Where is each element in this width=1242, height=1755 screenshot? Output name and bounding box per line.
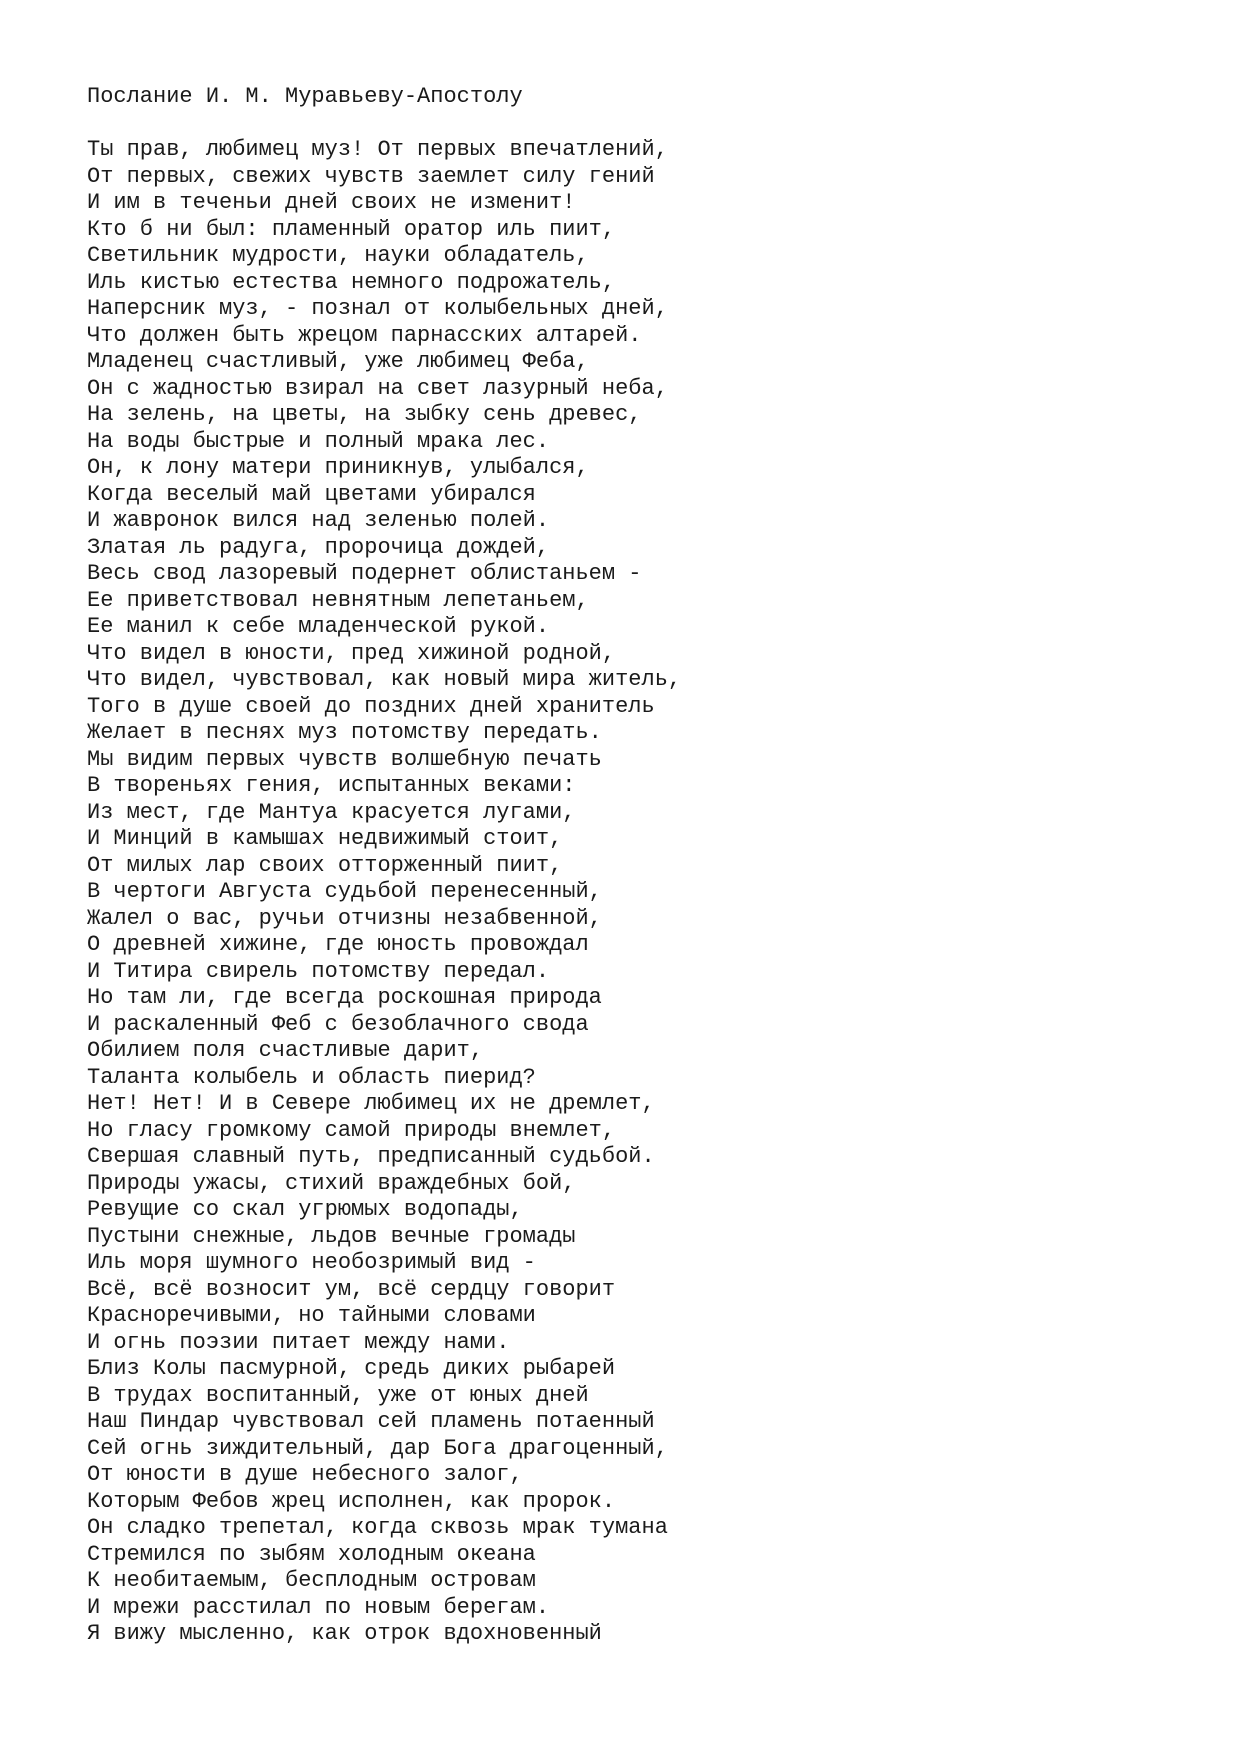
poem-line: Которым Фебов жрец исполнен, как пророк.	[87, 1488, 616, 1514]
poem-line: Ревущие со скал угрюмых водопады,	[87, 1197, 523, 1222]
poem-line: От милых лар своих отторженный пиит,	[87, 852, 563, 878]
poem-line: Обилием поля счастливые дарит,	[87, 1038, 484, 1063]
poem-line: Когда веселый май цветами убирался	[87, 481, 536, 507]
poem-line: Красноречивыми, но тайными словами	[87, 1303, 536, 1328]
poem-line: Ее приветствовал невнятным лепетаньем,	[87, 587, 589, 613]
poem-line: Близ Колы пасмурной, средь диких рыбарей	[87, 1356, 616, 1381]
poem-line: Я вижу мысленно, как отрок вдохновенный	[87, 1621, 602, 1646]
poem-line: Он с жадностью взирал на свет лазурный неба,	[87, 375, 668, 401]
poem-line: Жалел о вас, ручьи отчизны незабвенной,	[87, 905, 602, 931]
poem-line: Он сладко трепетал, когда сквозь мрак тумана	[87, 1515, 668, 1540]
poem-line: В твореньях гения, испытанных веками:	[87, 773, 576, 798]
poem-line: Природы ужасы, стихий враждебных бой,	[87, 1170, 576, 1196]
poem-line: Младенец счастливый, уже любимец Феба,	[87, 349, 589, 374]
poem-line: И им в теченьи дней своих не изменит!	[87, 190, 576, 215]
poem-line: Что видел, чувствовал, как новый мира житель,	[87, 667, 682, 692]
poem-line: Весь свод лазоревый подернет облистаньем -	[87, 561, 642, 586]
poem-title: Послание И. М. Муравьеву-Апостолу	[87, 84, 523, 109]
poem-line: Иль кистью естества немного подрожатель,	[87, 269, 616, 295]
poem-line: Мы видим первых чувств волшебную печать	[87, 746, 602, 772]
poem-line: Нет! Нет! И в Севере любимец их не дремлет,	[87, 1091, 655, 1116]
poem-line: Таланта колыбель и область пиерид?	[87, 1064, 536, 1090]
poem-line: Но там ли, где всегда роскошная природа	[87, 985, 602, 1010]
poem-line: Что должен быть жрецом парнасских алтарей.	[87, 322, 642, 348]
poem-line: Кто б ни был: пламенный оратор иль пиит,	[87, 216, 616, 242]
poem-line: Стремился по зыбям холодным океана	[87, 1541, 536, 1567]
poem-line: К необитаемым, бесплодным островам	[87, 1568, 536, 1593]
poem-line: Наш Пиндар чувствовал сей пламень потаенный	[87, 1409, 655, 1434]
poem-line: В чертоги Августа судьбой перенесенный,	[87, 879, 602, 904]
poem-line: Всё, всё возносит ум, всё сердцу говорит	[87, 1276, 616, 1302]
poem-body	[87, 137, 681, 1648]
poem-line: Сей огнь зиждительный, дар Бога драгоценный,	[87, 1435, 668, 1461]
poem-line: И раскаленный Феб с безоблачного свода	[87, 1011, 589, 1037]
poem-line: И огнь поэзии питает между нами.	[87, 1329, 510, 1355]
poem-line: От юности в душе небесного залог,	[87, 1462, 523, 1487]
poem-line: Но гласу громкому самой природы внемлет,	[87, 1117, 616, 1143]
poem-line: Наперсник муз, - познал от колыбельных дней,	[87, 296, 668, 321]
poem-line: Желает в песнях муз потомству передать.	[87, 720, 602, 745]
poem-line: Свершая славный путь, предписанный судьбой.	[87, 1144, 655, 1169]
poem-line: Пустыни снежные, льдов вечные громады	[87, 1223, 576, 1249]
poem-line: От первых, свежих чувств заемлет силу гений	[87, 163, 655, 189]
poem-line: На зелень, на цветы, на зыбку сень древес,	[87, 402, 642, 427]
poem-line: О древней хижине, где юность провождал	[87, 932, 589, 957]
poem-line: Что видел в юности, пред хижиной родной,	[87, 640, 616, 666]
poem-line: Светильник мудрости, науки обладатель,	[87, 243, 589, 268]
poem-line: Из мест, где Мантуа красуется лугами,	[87, 799, 576, 825]
poem-line: Он, к лону матери приникнув, улыбался,	[87, 455, 589, 480]
poem-line: Ты прав, любимец муз! От первых впечатлений,	[87, 137, 668, 162]
poem-line: В трудах воспитанный, уже от юных дней	[87, 1382, 589, 1408]
poem-line: Того в душе своей до поздних дней хранитель	[87, 693, 655, 719]
poem-line: Иль моря шумного необозримый вид -	[87, 1250, 536, 1275]
poem-line: Златая ль радуга, пророчица дождей,	[87, 534, 550, 560]
poem-line: Ее манил к себе младенческой рукой.	[87, 614, 550, 639]
poem-line: И Титира свирель потомству передал.	[87, 958, 550, 984]
poem-line: И мрежи расстилал по новым берегам.	[87, 1594, 550, 1620]
poem-line: На воды быстрые и полный мрака лес.	[87, 428, 550, 454]
poem-line: И жавронок вился над зеленью полей.	[87, 508, 550, 533]
poem-line: И Минций в камышах недвижимый стоит,	[87, 826, 563, 851]
